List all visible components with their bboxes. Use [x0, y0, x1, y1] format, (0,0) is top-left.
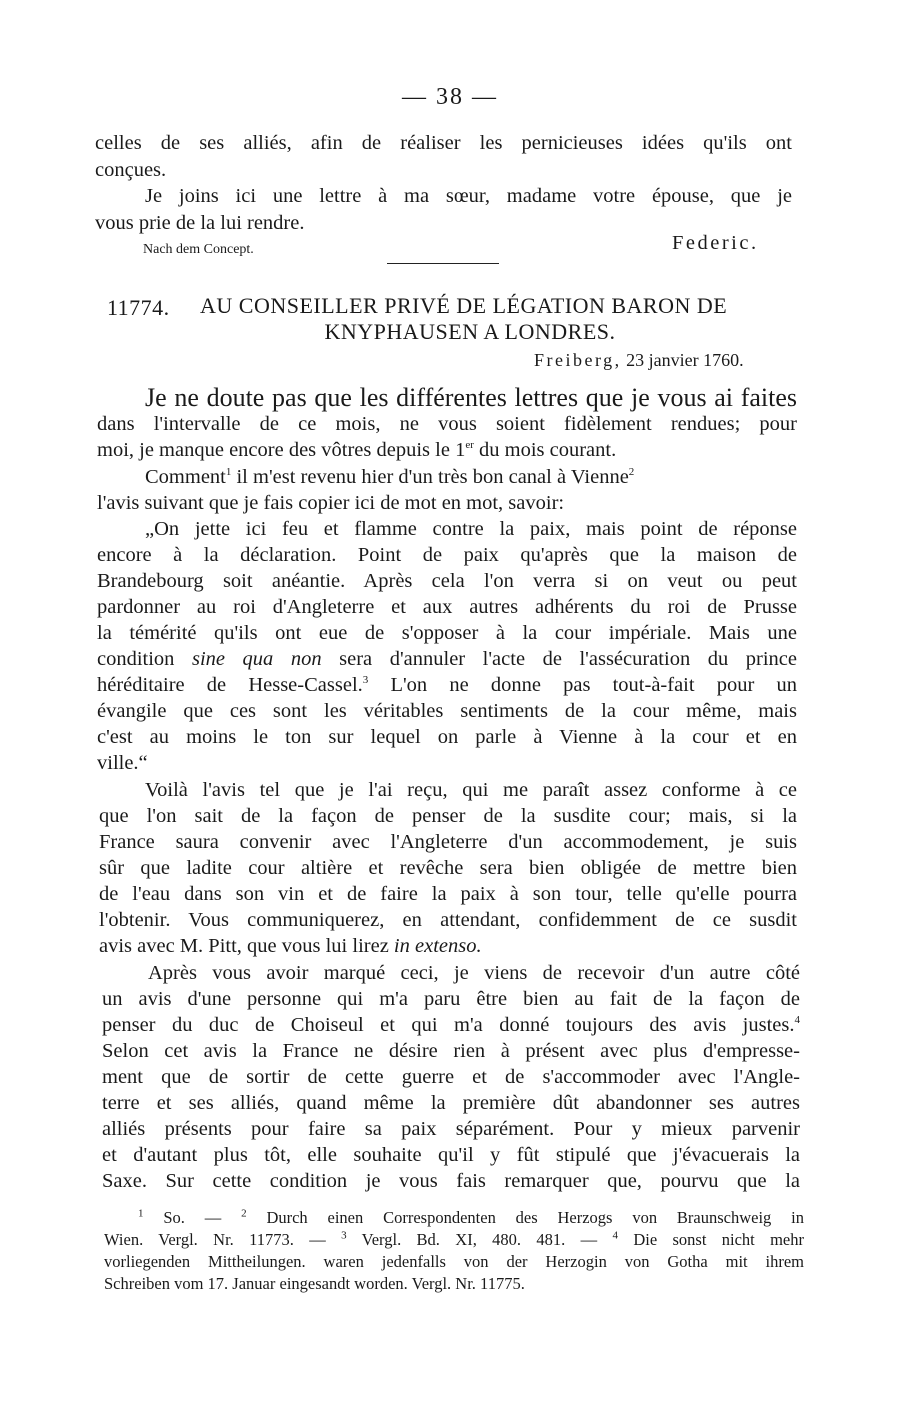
text-line: la témérité qu'ils ont eue de s'opposer à la cour impériale. Mais une [97, 622, 797, 644]
text-line: ment que de sortir de cette guerre et de s'accommoder avec l'Angle- [102, 1066, 800, 1088]
footnote-marker: 2 [241, 1207, 247, 1220]
footnote-line: vorliegenden Mittheilungen. waren jedenfalls von der Herzogin von Gotha mit ihrem [104, 1252, 804, 1271]
text-span: Durch einen Correspondenten des Herzogs von Braunschweig in [246, 1208, 804, 1227]
italic-phrase: in extenso. [393, 935, 482, 957]
text-line: encore à la déclaration. Point de paix qu'après que la maison de [97, 544, 797, 566]
text-span: héréditaire de Hesse-Cassel. [97, 674, 363, 696]
text-line: France saura convenir avec l'Angleterre d'un accommodement, je suis [99, 831, 797, 853]
text-line: un avis d'une personne qui m'a paru être bien au fait de la façon de [102, 988, 800, 1010]
text-line: l'obtenir. Vous communiquerez, en attendant, confidemment de ce susdit [99, 909, 797, 931]
text-line: Je joins ici une lettre à ma sœur, madame votre épouse, que je [145, 185, 792, 207]
text-span: penser du duc de Choiseul et qui m'a donné toujours des avis justes. [102, 1014, 795, 1036]
text-line: terre et ses alliés, quand même la première dût abandonner ses autres [102, 1092, 800, 1114]
text-span: avis avec M. Pitt, que vous lui lirez [99, 935, 394, 957]
footnote-line [138, 1207, 804, 1229]
text-line [102, 1012, 800, 1038]
footnote-line [104, 1229, 804, 1251]
text-line: Je ne doute pas que les différentes lettres que je vous ai faites [145, 383, 797, 412]
text-line [145, 464, 634, 490]
text-line [97, 672, 797, 698]
section-divider [387, 263, 499, 264]
text-line: ville.“ [97, 752, 148, 774]
text-line: évangile que ces sont les véritables sentiments de la cour même, mais [97, 700, 797, 722]
footnote-marker: 3 [362, 674, 369, 687]
text-line: conçues. [95, 159, 167, 181]
signature: Federic. [672, 232, 759, 254]
text-line: Selon cet avis la France ne désire rien à présent avec plus d'empresse- [102, 1040, 800, 1062]
text-line: l'avis suivant que je fais copier ici de mot en mot, savoir: [97, 492, 565, 514]
text-span: Wien. Vergl. Nr. 11773. — [104, 1230, 342, 1249]
footnote-marker: 4 [794, 1014, 800, 1027]
italic-phrase: sine qua non [191, 648, 322, 670]
text-span: So. — [143, 1208, 242, 1227]
text-line: „On jette ici feu et flamme contre la paix, mais point de réponse [145, 518, 797, 540]
text-line [99, 933, 482, 959]
text-span: L'on ne donne pas tout-à-fait pour un [368, 674, 797, 696]
letter-heading: AU CONSEILLER PRIVÉ DE LÉGATION BARON DE [200, 293, 728, 318]
letter-number: 11774. [107, 295, 170, 320]
source-note: Nach dem Concept. [143, 242, 254, 257]
dateline [534, 347, 744, 373]
text-span: du mois courant. [473, 439, 617, 461]
footnote-line: Schreiben vom 17. Januar eingesandt worden. Vergl. Nr. 11775. [104, 1274, 525, 1293]
date: 23 janvier 1760. [626, 350, 744, 370]
text-line: dans l'intervalle de ce mois, ne vous soient fidèlement rendues; pour [97, 413, 797, 435]
footnote-marker: 1 [138, 1207, 144, 1220]
text-line: vous prie de la lui rendre. [95, 212, 305, 234]
text-span: moi, je manque encore des vôtres depuis le 1 [97, 439, 466, 461]
text-line [97, 437, 616, 463]
text-line [97, 646, 797, 672]
text-line: que l'on sait de la façon de penser de la susdite cour; mais, si la [99, 805, 797, 827]
text-span: Comment [145, 466, 226, 488]
text-line: et d'autant plus tôt, elle souhaite qu'il y fût stipulé que j'évacuerais la [102, 1144, 800, 1166]
text-line: alliés présents pour faire sa paix séparément. Pour y mieux parvenir [102, 1118, 800, 1140]
text-span: Die sonst nicht mehr [617, 1230, 804, 1249]
text-line: celles de ses alliés, afin de réaliser les pernicieuses idées qu'ils ont [95, 132, 792, 154]
footnote-marker: 4 [612, 1229, 618, 1242]
text-span: il m'est revenu hier d'un très bon canal à Vienne [231, 466, 629, 488]
text-line: c'est au moins le ton sur lequel on parle à Vienne à la cour et en [97, 726, 797, 748]
footnote-marker: 1 [225, 466, 232, 479]
text-line [145, 385, 797, 413]
place: Freiberg, [534, 350, 622, 370]
text-line: pardonner au roi d'Angleterre et aux autres adhérents du roi de Prusse [97, 596, 797, 618]
superscript: er [465, 439, 474, 452]
text-line: Voilà l'avis tel que je l'ai reçu, qui me paraît assez conforme à ce [145, 779, 797, 801]
text-span: condition [97, 648, 192, 670]
footnote-marker: 3 [341, 1229, 347, 1242]
letter-heading-line2: KNYPHAUSEN A LONDRES. [324, 319, 616, 344]
text-span: Vergl. Bd. XI, 480. 481. — [346, 1230, 613, 1249]
text-line: Brandebourg soit anéantie. Après cela l'on verra si on veut ou peut [97, 570, 797, 592]
page-number: — 38 — [402, 84, 498, 110]
text-line: Saxe. Sur cette condition je vous fais remarquer que, pourvu que la [102, 1170, 800, 1192]
text-line: Après vous avoir marqué ceci, je viens de recevoir d'un autre côté [148, 962, 800, 984]
text-line: sûr que ladite cour altière et revêche sera bien obligée de mettre bien [99, 857, 797, 879]
text-line: de l'eau dans son vin et de faire la paix à son tour, telle qu'elle pourra [99, 883, 797, 905]
text-span: sera d'annuler l'acte de l'assécuration du prince [321, 648, 798, 670]
footnote-marker: 2 [628, 466, 635, 479]
